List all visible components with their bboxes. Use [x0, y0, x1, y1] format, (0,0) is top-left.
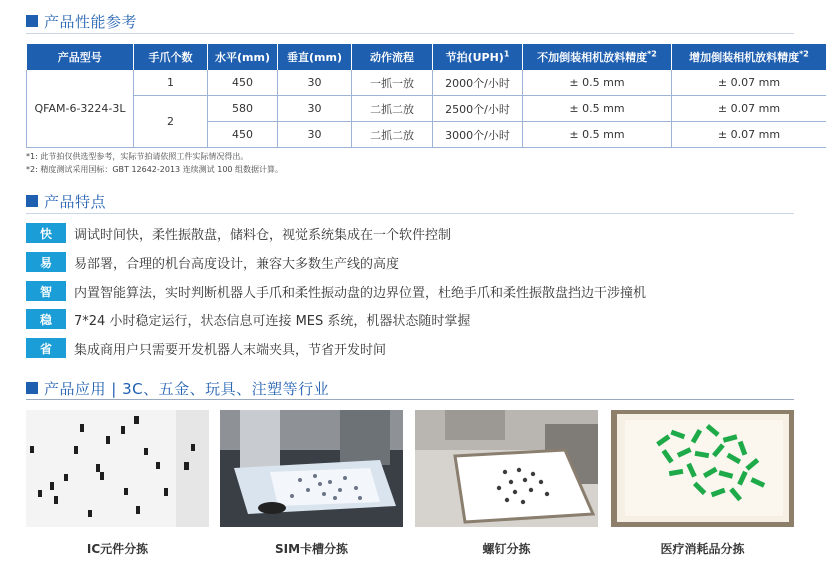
cell-acc-no-camera: ± 0.5 mm — [523, 122, 672, 148]
cell-vertical: 30 — [278, 122, 352, 148]
cell-claws: 1 — [134, 70, 208, 96]
header-flow: 动作流程 — [352, 44, 433, 70]
section-title-text: 产品性能参考 — [44, 12, 138, 31]
feature-badge: 智 — [26, 281, 66, 301]
cell-flow: 一抓一放 — [352, 70, 433, 96]
feature-badge: 快 — [26, 223, 66, 243]
table-row — [27, 70, 826, 96]
header-claws: 手爪个数 — [134, 44, 208, 70]
feature-text: 集成商用户只需要开发机器人末端夹具，节省开发时间 — [74, 342, 387, 358]
screw-sorting-photo — [415, 410, 598, 527]
feature-badge: 省 — [26, 338, 66, 358]
cell-acc-no-camera: ± 0.5 mm — [523, 70, 672, 96]
app-caption: SIM卡槽分拣 — [274, 542, 349, 556]
header-uph: 节拍(UPH)$^1$ — [433, 44, 523, 70]
section-title-applications — [26, 377, 329, 399]
table-header-row — [27, 44, 826, 70]
feature-badge: 稳 — [26, 309, 66, 329]
section-square-icon — [26, 15, 38, 27]
feature-text: 调试时间快，柔性振散盘，储料仓，视觉系统集成在一个软件控制 — [74, 227, 452, 243]
feature-item — [26, 223, 451, 243]
cell-horizontal: 450 — [208, 122, 278, 148]
ic-component-photo — [26, 410, 209, 527]
section-divider — [26, 213, 794, 214]
feature-item — [26, 338, 386, 358]
feature-text: 易部署，合理的机台高度设计，兼容大多数生产线的高度 — [74, 256, 400, 272]
section-divider — [26, 399, 794, 400]
cell-vertical: 30 — [278, 96, 352, 122]
section-title-features — [26, 190, 106, 212]
cell-vertical: 30 — [278, 70, 352, 96]
feature-text: 内置智能算法，实时判断机器人手爪和柔性振动盘的边界位置，杜绝手爪和柔性振散盘挡边干涉撞机 — [74, 285, 647, 301]
section-square-icon — [26, 382, 38, 394]
cell-flow: 二抓二放 — [352, 122, 433, 148]
section-title-text: 产品应用 | 3C、五金、玩具、注塑等行业 — [44, 379, 330, 398]
feature-item — [26, 252, 399, 272]
cell-model: QFAM-6-3224-3L — [27, 70, 134, 148]
cell-acc-camera: ± 0.07 mm — [672, 122, 826, 148]
cell-uph: 2500个/小时 — [433, 96, 523, 122]
spec-table — [26, 44, 826, 148]
cell-uph: 3000个/小时 — [433, 122, 523, 148]
cell-claws: 2 — [134, 96, 208, 148]
cell-acc-camera: ± 0.07 mm — [672, 96, 826, 122]
table-notes — [26, 150, 283, 176]
section-divider — [26, 33, 794, 34]
cell-uph: 2000个/小时 — [433, 70, 523, 96]
medical-consumables-photo — [611, 410, 794, 527]
cell-flow: 二抓二放 — [352, 96, 433, 122]
section-title-performance — [26, 10, 137, 32]
feature-item — [26, 309, 470, 329]
app-caption: 医疗消耗品分拣 — [660, 542, 745, 556]
app-caption: IC元件分拣 — [86, 542, 149, 556]
feature-text: 7*24 小时稳定运行，状态信息可连接 MES 系统，机器状态随时掌握 — [74, 313, 471, 329]
cell-horizontal: 580 — [208, 96, 278, 122]
section-title-text: 产品特点 — [44, 192, 107, 211]
note-1: *1: 此节拍仅供选型参考，实际节拍请依照工件实际情况得出。 — [26, 152, 249, 161]
cell-acc-camera: ± 0.07 mm — [672, 70, 826, 96]
header-vertical: 垂直(mm) — [278, 44, 352, 70]
sim-tray-photo — [220, 410, 403, 527]
app-caption: 螺钉分拣 — [482, 542, 531, 556]
header-horizontal: 水平(mm) — [208, 44, 278, 70]
header-acc-camera: 增加倒装相机放料精度$^{*2}$ — [672, 44, 826, 70]
table-row — [27, 96, 826, 122]
note-2: *2: 精度测试采用国标：GBT 12642-2013 连续测试 100 组数据计算。 — [26, 165, 284, 174]
section-square-icon — [26, 195, 38, 207]
cell-acc-no-camera: ± 0.5 mm — [523, 96, 672, 122]
cell-horizontal: 450 — [208, 70, 278, 96]
header-model: 产品型号 — [27, 44, 134, 70]
header-acc-no-camera: 不加倒装相机放料精度$^{*2}$ — [523, 44, 672, 70]
feature-badge: 易 — [26, 252, 66, 272]
feature-item — [26, 281, 646, 301]
